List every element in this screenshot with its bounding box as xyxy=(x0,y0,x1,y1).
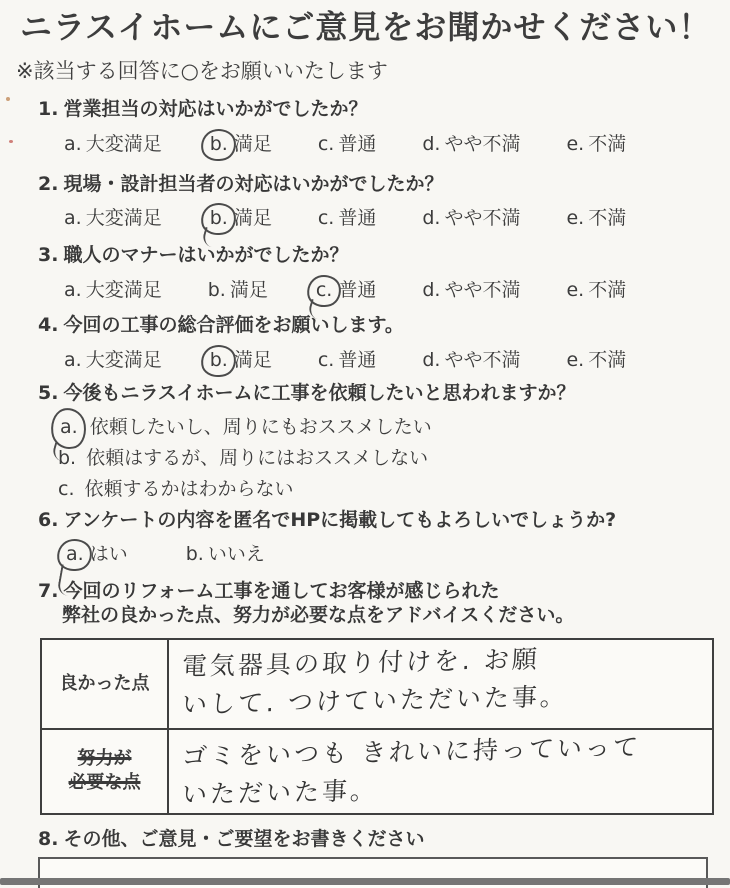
option-2a-label: 大変満足 xyxy=(85,207,162,230)
question-3-text: 職人のマナーはいかがでしたか？ xyxy=(63,244,349,267)
question-3 xyxy=(38,244,730,302)
option-3d xyxy=(422,275,520,302)
circled-answer-q3: c. xyxy=(315,279,333,302)
option-5b-label: 依頼はするが、周りにはおススメしない xyxy=(86,446,429,469)
feedback-row-improve xyxy=(42,728,712,813)
option-2c-label: 普通 xyxy=(338,207,377,230)
feedback-row-good xyxy=(42,640,712,728)
question-8-text: その他、ご意見・ご要望をお書きください xyxy=(63,827,425,850)
question-8-title xyxy=(38,828,730,852)
feedback-label-improve xyxy=(42,730,169,813)
option-1d-label: やや不満 xyxy=(444,132,521,155)
option-5c-key: c. xyxy=(58,477,75,500)
option-5a-label: 依頼したいし、周りにもおススメしたい xyxy=(89,415,432,438)
option-1c xyxy=(318,129,377,156)
circled-answer-q4: b. xyxy=(209,348,228,371)
question-1-number: 1. xyxy=(38,97,59,120)
question-6-title xyxy=(38,509,730,533)
question-2-text: 現場・設計担当者の対応はいかがでしたか？ xyxy=(63,172,444,195)
option-4d-key: d. xyxy=(422,348,441,371)
option-4a xyxy=(64,345,162,372)
option-1e-key: e. xyxy=(566,132,585,155)
circled-answer-q2: b. xyxy=(209,207,228,230)
option-2d-key: d. xyxy=(422,207,441,230)
option-4c-label: 普通 xyxy=(338,348,377,371)
question-8 xyxy=(38,828,730,852)
feedback-table xyxy=(40,638,714,815)
option-4b-label: 満足 xyxy=(233,348,272,371)
feedback-answer-improve xyxy=(169,730,712,813)
option-2a xyxy=(64,203,162,230)
scan-speck xyxy=(9,140,13,143)
option-5b-key: b. xyxy=(58,446,77,469)
question-8-number: 8. xyxy=(38,827,59,850)
option-4c-key: c. xyxy=(317,348,335,371)
scan-edge-strip xyxy=(0,878,730,885)
option-2d-label: やや不満 xyxy=(444,207,521,230)
option-1a xyxy=(64,129,162,156)
handwritten-improve-line1: ゴミをいつも きれいに持っていって xyxy=(181,732,642,771)
circled-answer-q6: a. xyxy=(66,543,84,566)
option-5a xyxy=(58,412,730,443)
question-7-title-line1 xyxy=(38,580,730,604)
option-6b-key: b. xyxy=(185,543,204,566)
option-3e-key: e. xyxy=(566,279,585,302)
option-3c-label: 普通 xyxy=(338,279,377,302)
question-5-number: 5. xyxy=(38,381,59,404)
feedback-label-improve-line2: 必要な点 xyxy=(68,772,141,794)
option-6b xyxy=(186,539,265,566)
option-4c xyxy=(318,345,377,372)
option-2e-label: 不満 xyxy=(588,207,627,230)
option-4a-key: a. xyxy=(64,348,82,371)
option-3e xyxy=(566,275,626,302)
option-1c-key: c. xyxy=(317,132,335,155)
option-5c-label: 依頼するかはわからない xyxy=(84,477,294,500)
option-4e-label: 不満 xyxy=(588,348,627,371)
question-7-text-line2: 弊社の良かった点、努力が必要な点をアドバイスください。 xyxy=(62,604,575,627)
option-6b-label: いいえ xyxy=(207,543,265,566)
question-6-options xyxy=(64,539,730,566)
question-1-options xyxy=(64,129,730,156)
question-1-text: 営業担当の対応はいかがでしたか？ xyxy=(63,97,368,120)
question-7-number: 7. xyxy=(38,580,59,603)
option-4e xyxy=(566,345,626,372)
option-2a-key: a. xyxy=(64,207,82,230)
question-2 xyxy=(38,173,730,231)
option-2c xyxy=(318,203,377,230)
option-2e-key: e. xyxy=(566,207,585,230)
question-2-title xyxy=(38,173,730,197)
option-1d xyxy=(422,129,520,156)
handwritten-good-line1: 電気器具の取り付けを. お願 xyxy=(181,644,541,681)
option-3d-label: やや不満 xyxy=(444,279,521,302)
question-3-options xyxy=(64,275,730,302)
option-3a xyxy=(64,275,162,302)
circled-answer-q1: b. xyxy=(209,132,228,155)
question-4-text: 今回の工事の総合評価をお願いします。 xyxy=(63,314,404,337)
question-6-text: アンケートの内容を匿名でHPに掲載してもよろしいでしょうか? xyxy=(63,508,617,531)
feedback-answer-good xyxy=(169,640,712,728)
option-1a-key: a. xyxy=(64,132,82,155)
question-7-text-line1: 今回のリフォーム工事を通してお客様が感じられた xyxy=(63,580,500,603)
question-2-options xyxy=(64,203,730,230)
option-2b xyxy=(208,203,272,230)
option-4d-label: やや不満 xyxy=(444,348,521,371)
option-3a-key: a. xyxy=(64,279,82,302)
option-4d xyxy=(422,345,520,372)
option-2c-key: c. xyxy=(317,207,335,230)
option-2b-label: 満足 xyxy=(233,207,272,230)
option-3c xyxy=(314,275,377,302)
option-5c xyxy=(58,474,730,505)
feedback-label-improve-line1: 努力が xyxy=(77,748,132,769)
option-2e xyxy=(566,203,626,230)
question-6-number: 6. xyxy=(38,508,59,531)
question-5-text: 今後もニラスイホームに工事を依頼したいと思われますか？ xyxy=(63,381,576,404)
option-4e-key: e. xyxy=(566,348,585,371)
question-5 xyxy=(38,382,730,505)
option-3b-label: 満足 xyxy=(229,279,268,302)
option-1e xyxy=(566,129,626,156)
option-1d-key: d. xyxy=(422,132,441,155)
option-2d xyxy=(422,203,520,230)
option-1a-label: 大変満足 xyxy=(85,132,162,155)
option-3a-label: 大変満足 xyxy=(85,279,162,302)
question-4-options xyxy=(64,345,730,372)
question-7-title-line2 xyxy=(62,604,730,628)
question-1-title xyxy=(38,98,730,122)
option-6a-label: はい xyxy=(89,543,128,566)
question-4-number: 4. xyxy=(38,314,59,337)
option-5b xyxy=(58,443,730,474)
question-3-number: 3. xyxy=(38,244,59,267)
question-4-title xyxy=(38,314,730,338)
option-4a-label: 大変満足 xyxy=(85,348,162,371)
page-title: ニラスイホームにご意見をお聞かせください！ xyxy=(20,8,712,46)
handwritten-good-line2: いして. つけていただいた事。 xyxy=(181,681,569,719)
option-3e-label: 不満 xyxy=(588,279,627,302)
instruction-note: ※該当する回答に○をお願いいたします xyxy=(16,58,388,83)
option-6a xyxy=(64,539,128,566)
question-1 xyxy=(38,98,730,156)
question-3-title xyxy=(38,244,730,268)
option-1c-label: 普通 xyxy=(338,132,377,155)
option-1b xyxy=(208,129,272,156)
question-7 xyxy=(38,580,730,628)
handwritten-improve-line2: いただいた事。 xyxy=(181,775,379,809)
option-3b-key: b. xyxy=(207,279,226,302)
circled-answer-q5: a. xyxy=(58,412,80,443)
question-5-options xyxy=(58,412,730,505)
option-4b xyxy=(208,345,272,372)
option-3d-key: d. xyxy=(422,279,441,302)
question-6 xyxy=(38,509,730,567)
question-2-number: 2. xyxy=(38,172,59,195)
option-3b xyxy=(208,275,268,302)
question-5-title xyxy=(38,382,730,406)
scan-speck xyxy=(6,97,10,101)
option-1b-label: 満足 xyxy=(233,132,272,155)
feedback-label-good: 良かった点 xyxy=(42,640,169,728)
option-1e-label: 不満 xyxy=(588,132,627,155)
question-4 xyxy=(38,314,730,372)
